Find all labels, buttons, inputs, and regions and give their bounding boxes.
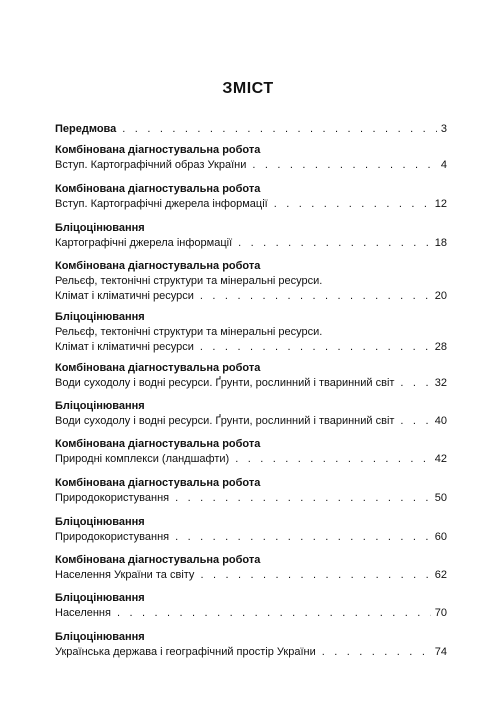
toc-entry-title: Природокористування xyxy=(55,531,170,543)
toc-entry-title: Води суходолу і водні ресурси. Ґрунти, рослинний і тваринний світ xyxy=(55,377,395,389)
dot-leader xyxy=(117,606,431,621)
toc-entry-title-line: Рельєф, тектонічні структури та мінеральні ресурси. xyxy=(55,326,323,338)
toc-line[interactable] xyxy=(55,340,447,355)
toc-entry xyxy=(55,476,447,506)
toc-entry xyxy=(55,399,447,429)
page-number: 42 xyxy=(434,453,447,465)
toc-section-heading: Комбінована діагностувальна робота xyxy=(55,260,261,272)
toc-section-heading: Комбінована діагностувальна робота xyxy=(55,183,261,195)
toc-line[interactable] xyxy=(55,289,447,304)
page-number: 74 xyxy=(434,646,447,658)
toc-entry-title: Українська держава і географічний простір України xyxy=(55,646,316,658)
dot-leader xyxy=(238,236,431,251)
page-number: 20 xyxy=(434,290,447,302)
page-number: 18 xyxy=(434,237,447,249)
toc-line[interactable] xyxy=(55,414,447,429)
page-number: 62 xyxy=(434,569,447,581)
toc-line[interactable] xyxy=(55,376,447,391)
dot-leader xyxy=(322,645,431,660)
toc-entry xyxy=(55,630,447,660)
toc-entry xyxy=(55,143,447,173)
dot-leader xyxy=(400,414,430,429)
dot-leader xyxy=(235,452,431,467)
toc-entry-title: Вступ. Картографічні джерела інформації xyxy=(55,198,268,210)
toc-section-heading: Комбінована діагностувальна робота xyxy=(55,144,261,156)
page-number: 12 xyxy=(434,198,447,210)
toc-section-heading: Бліцоцінювання xyxy=(55,311,145,323)
toc-line[interactable] xyxy=(55,236,447,251)
toc-entry-title: Клімат і кліматичні ресурси xyxy=(55,290,194,302)
page-number: 60 xyxy=(434,531,447,543)
toc-entry-title: Передмова xyxy=(55,123,117,135)
page-number: 3 xyxy=(440,123,447,135)
toc-line[interactable] xyxy=(55,530,447,545)
toc-section-heading: Комбінована діагностувальна робота xyxy=(55,438,261,450)
dot-leader xyxy=(400,376,430,391)
toc-line[interactable] xyxy=(55,645,447,660)
toc-entry xyxy=(55,553,447,583)
page-title: ЗМІСТ xyxy=(222,80,274,97)
toc-section-heading: Бліцоцінювання xyxy=(55,516,145,528)
toc-line[interactable] xyxy=(55,158,447,173)
toc-section-heading: Бліцоцінювання xyxy=(55,400,145,412)
toc-section-heading: Бліцоцінювання xyxy=(55,592,145,604)
page-number: 28 xyxy=(434,341,447,353)
dot-leader xyxy=(200,568,430,583)
toc-section-heading: Бліцоцінювання xyxy=(55,631,145,643)
dot-leader xyxy=(200,289,431,304)
page-number: 40 xyxy=(434,415,447,427)
toc-entry-title: Вступ. Картографічний образ України xyxy=(55,159,247,171)
toc-section-heading: Комбінована діагностувальна робота xyxy=(55,477,261,489)
toc-entry-preface xyxy=(55,122,447,137)
toc-entry xyxy=(55,259,447,304)
toc-entry xyxy=(55,310,447,355)
toc-entry-title-line: Рельєф, тектонічні структури та мінеральні ресурси. xyxy=(55,275,323,287)
toc-section-heading: Бліцоцінювання xyxy=(55,222,145,234)
toc-entry-title: Клімат і кліматичні ресурси xyxy=(55,341,194,353)
page-number: 32 xyxy=(434,377,447,389)
toc-line[interactable] xyxy=(55,197,447,212)
toc-entry-title: Населення xyxy=(55,607,111,619)
toc-line[interactable] xyxy=(55,606,447,621)
toc-entry xyxy=(55,182,447,212)
toc-section-heading: Комбінована діагностувальна робота xyxy=(55,554,261,566)
toc-line[interactable] xyxy=(55,568,447,583)
toc-entry xyxy=(55,437,447,467)
toc-entry-title: Картографічні джерела інформації xyxy=(55,237,233,249)
toc-entry-title: Природокористування xyxy=(55,492,170,504)
dot-leader xyxy=(200,340,431,355)
toc-entry xyxy=(55,221,447,251)
page-number: 50 xyxy=(434,492,447,504)
toc-entry xyxy=(55,515,447,545)
dot-leader xyxy=(274,197,431,212)
toc-line[interactable] xyxy=(55,122,447,137)
dot-leader xyxy=(122,122,437,137)
toc-section-heading: Комбінована діагностувальна робота xyxy=(55,362,261,374)
dot-leader xyxy=(252,158,437,173)
dot-leader xyxy=(175,530,431,545)
dot-leader xyxy=(175,491,431,506)
toc-entry-title: Населення України та світу xyxy=(55,569,195,581)
toc-line[interactable] xyxy=(55,452,447,467)
page-number: 4 xyxy=(440,159,447,171)
page-number: 70 xyxy=(434,607,447,619)
toc-entry xyxy=(55,591,447,621)
toc-line[interactable] xyxy=(55,491,447,506)
toc-entry xyxy=(55,361,447,391)
toc-entry-title: Природні комплекси (ландшафти) xyxy=(55,453,230,465)
toc-entry-title: Води суходолу і водні ресурси. Ґрунти, рослинний і тваринний світ xyxy=(55,415,395,427)
